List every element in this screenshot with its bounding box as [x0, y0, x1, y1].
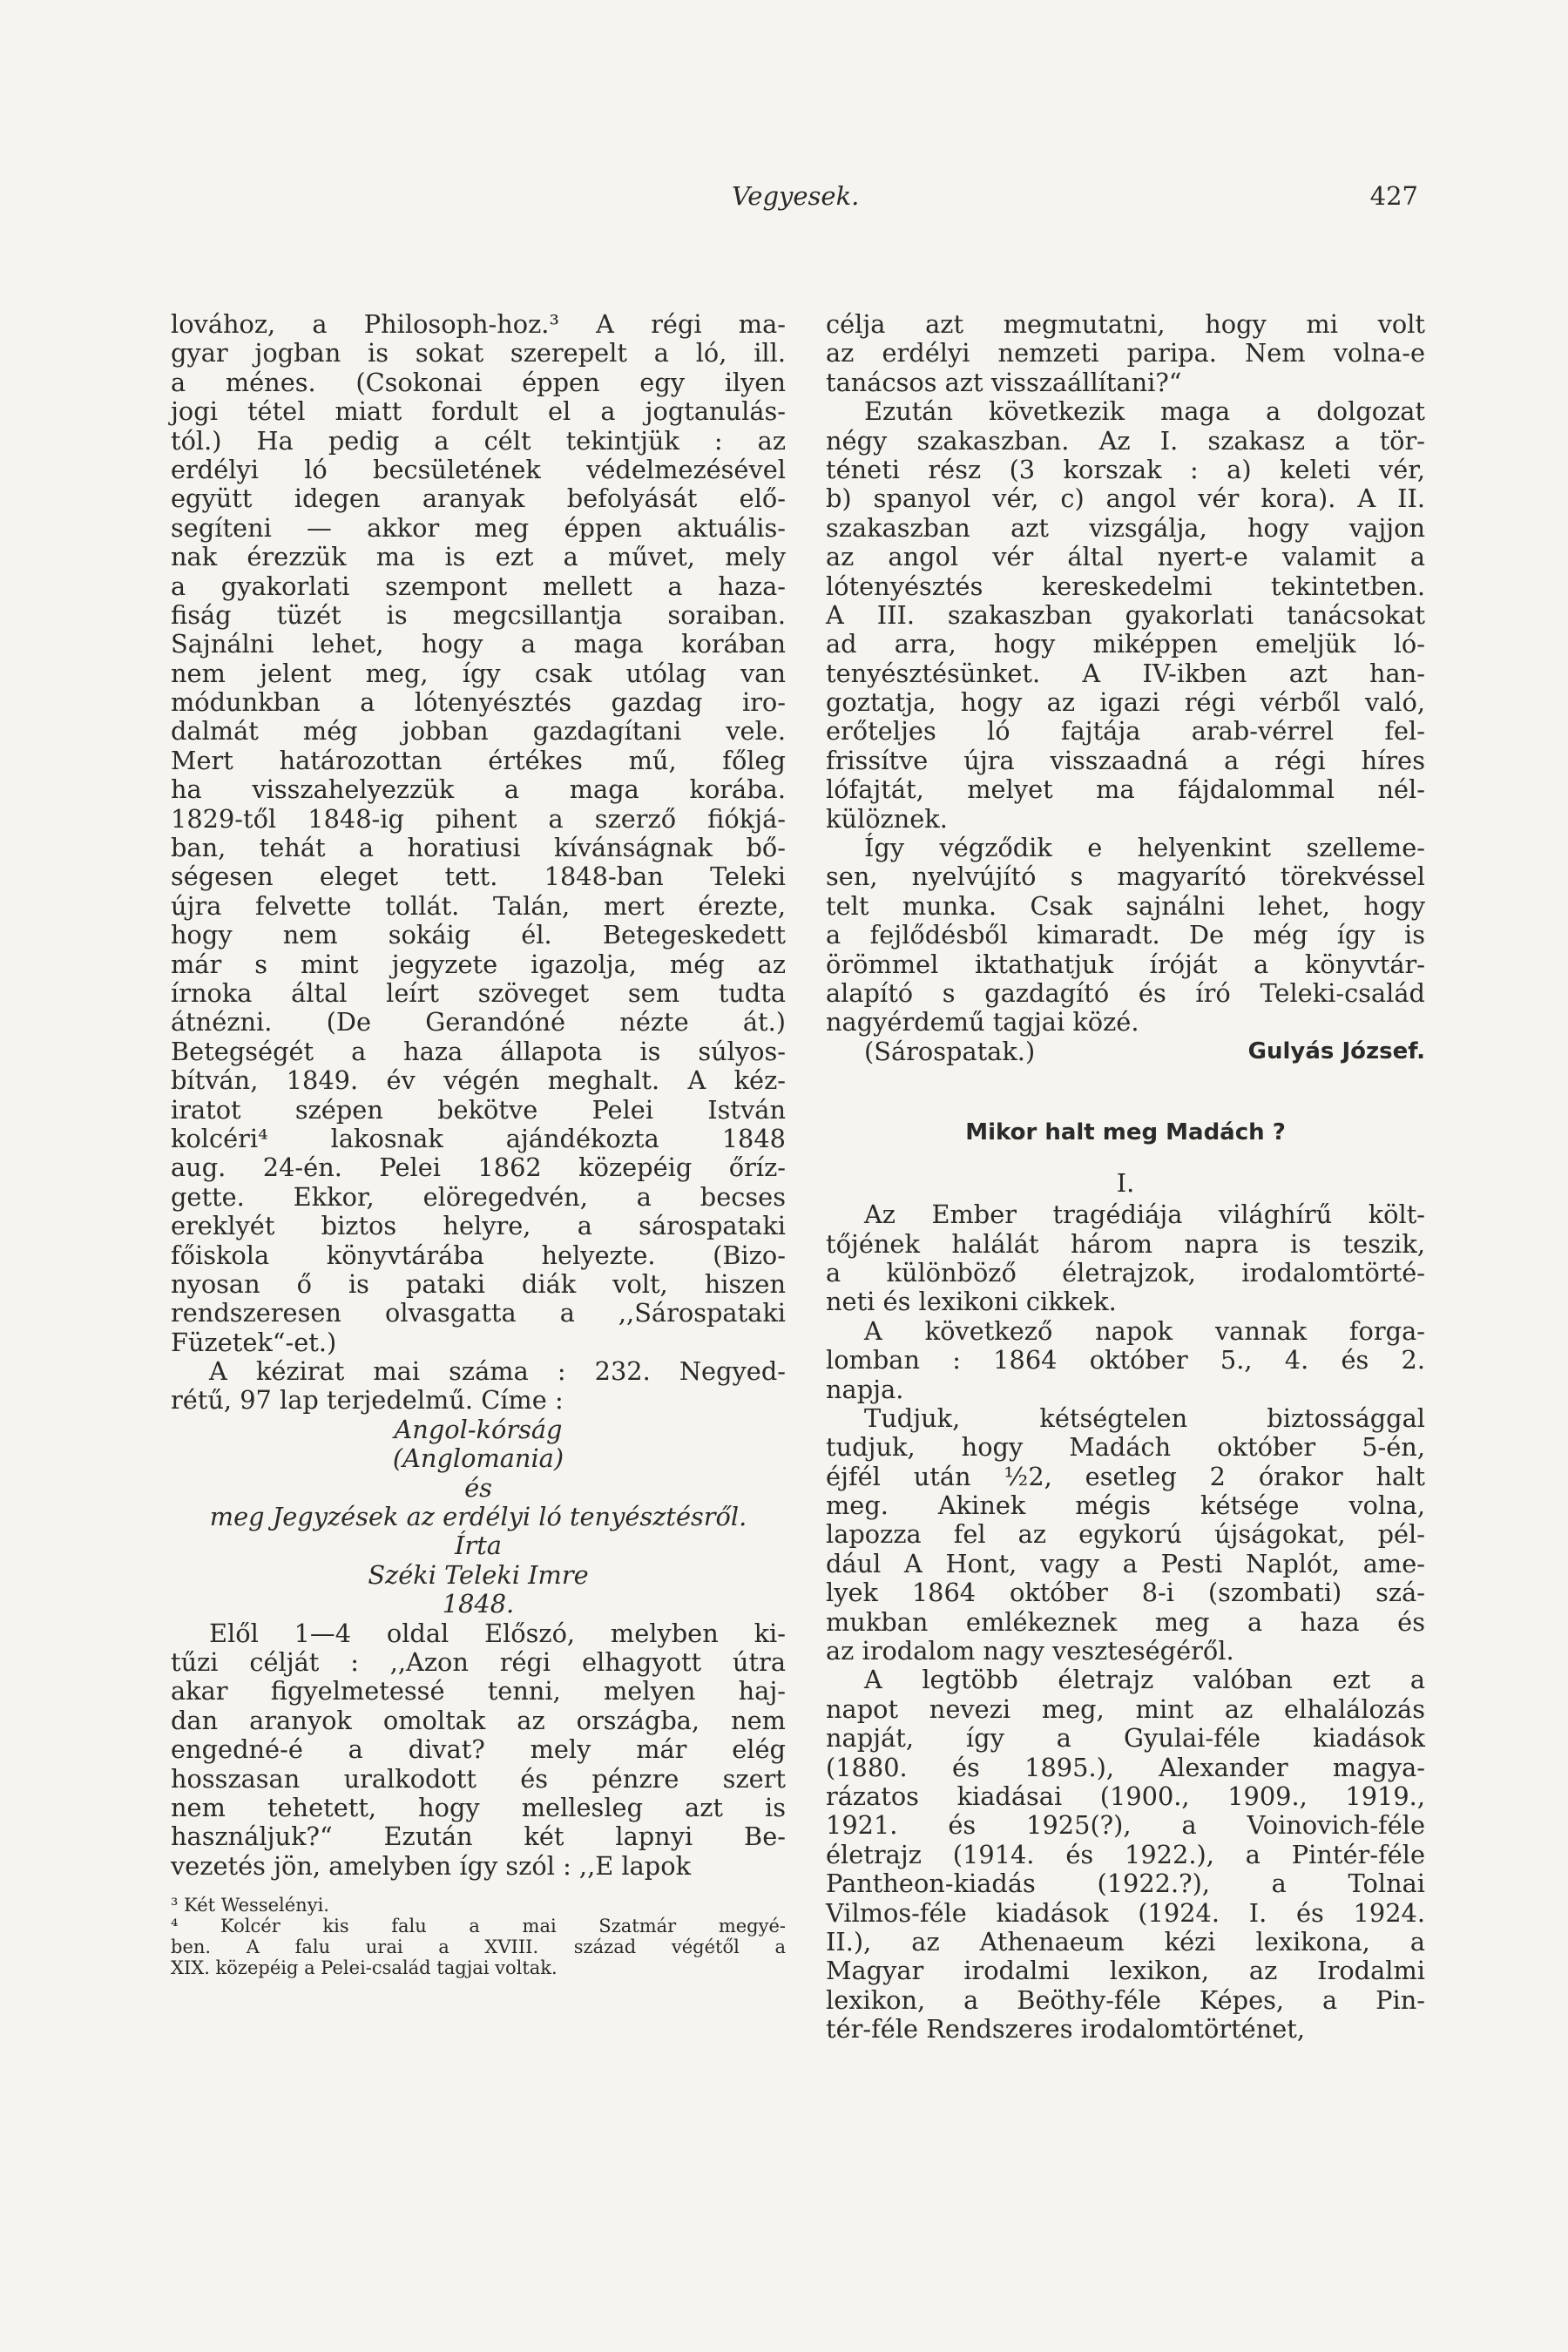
- text-line: az erdélyi nemzeti paripa. Nem volna-e: [826, 338, 1425, 368]
- text-line: meg. Akinek mégis kétsége volna,: [826, 1490, 1425, 1521]
- text-line: Pantheon-kiadás (1922.?), a Tolnai: [826, 1869, 1425, 1899]
- paragraph: [171, 310, 786, 1357]
- text-line: frissítve újra visszaadná a régi híres: [826, 745, 1425, 775]
- text-line: újra felvette tollát. Talán, mert érezte,: [171, 890, 786, 921]
- paragraph: [826, 1666, 1425, 2044]
- section-title: Mikor halt meg Madách ?: [965, 1119, 1286, 1146]
- footnote-line: ben. A falu urai a XVIII. század végétől a: [171, 1936, 786, 1958]
- text-line: dául A Hont, vagy a Pesti Naplót, ame-: [826, 1548, 1425, 1578]
- text-line: A következő napok vannak forga-: [864, 1315, 1425, 1346]
- text-line: mukban emlékeznek meg a haza és: [826, 1606, 1425, 1637]
- text-line: sen, nyelvújító s magyarító törekvéssel: [826, 862, 1425, 892]
- title-line: Széki Teleki Imre: [368, 1559, 589, 1590]
- text-line: külöznek.: [826, 803, 948, 834]
- text-line: az angol vér által nyert-e valamit a: [826, 542, 1425, 572]
- title-line: Angol-kórság: [394, 1414, 563, 1444]
- text-line: rétű, 97 lap terjedelmű. Címe :: [171, 1385, 564, 1416]
- text-line: rázatos kiadásai (1900., 1909., 1919.,: [826, 1781, 1425, 1811]
- text-line: lapozza fel az egykorú újságokat, pél-: [826, 1519, 1425, 1550]
- running-title: Vegyesek.: [732, 181, 860, 211]
- text-line: (1880. és 1895.), Alexander magya-: [826, 1752, 1425, 1782]
- text-line: bítván, 1849. év végén meghalt. A kéz-: [171, 1065, 786, 1096]
- text-line: telt munka. Csak sajnálni lehet, hogy: [826, 890, 1425, 921]
- text-line: nak érezzük ma is ezt a művet, mely: [171, 542, 786, 572]
- manuscript-title: [171, 1416, 786, 1619]
- text-line: napját, így a Gyulai-féle kiadások: [826, 1723, 1425, 1754]
- text-line: erdélyi ló becsületének védelmezésével: [171, 454, 786, 484]
- text-line: ségesen eleget tett. 1848-ban Teleki: [171, 862, 786, 892]
- text-line: négy szakaszban. Az I. szakasz a tör-: [826, 425, 1425, 456]
- title-line: és: [464, 1472, 492, 1503]
- text-line: téneti rész (3 korszak : a) keleti vér,: [826, 454, 1425, 484]
- text-line: lomban : 1864 október 5., 4. és 2.: [826, 1345, 1425, 1375]
- text-line: nem tehetett, hogy mellesleg azt is: [171, 1792, 786, 1822]
- text-line: erőteljes ló fajtája arab-vérrel fel-: [826, 716, 1425, 747]
- running-head: [157, 181, 1418, 225]
- paragraph: [826, 310, 1425, 397]
- text-line: tól.) Ha pedig a célt tekintjük : az: [171, 425, 786, 456]
- paragraph: [826, 397, 1425, 834]
- text-line: Füzetek“-et.): [171, 1327, 337, 1357]
- text-line: a ménes. (Csokonai éppen egy ilyen: [171, 367, 786, 397]
- text-line: goztatja, hogy az igazi régi vérből való,: [826, 687, 1425, 718]
- text-line: napja.: [826, 1374, 904, 1404]
- text-line: gyar jogban is sokat szerepelt a ló, ill.: [171, 338, 786, 368]
- text-line: ereklyét biztos helyre, a sárospataki: [171, 1211, 786, 1241]
- text-line: együtt idegen aranyak befolyását elő-: [171, 483, 786, 514]
- text-line: A III. szakaszban gyakorlati tanácsokat: [826, 599, 1425, 630]
- text-line: dalmát még jobban gazdagítani vele.: [171, 716, 786, 747]
- text-line: a gyakorlati szempont mellett a haza-: [171, 571, 786, 601]
- text-line: A kézirat mai száma : 232. Negyed-: [209, 1356, 786, 1387]
- text-line: rendszeresen olvasgatta a ,,Sárospataki: [171, 1298, 786, 1328]
- text-line: segíteni — akkor meg éppen aktuális-: [171, 512, 786, 543]
- title-line: Írta: [455, 1531, 502, 1561]
- title-line: 1848.: [442, 1589, 515, 1619]
- text-line: fiság tüzét is megcsillantja soraiban.: [171, 599, 786, 630]
- text-line: tenyésztésünket. A IV-ikben azt han-: [826, 658, 1425, 688]
- text-line: életrajz (1914. és 1922.), a Pintér-féle: [826, 1839, 1425, 1869]
- paragraph: [171, 1357, 786, 1416]
- text-line: nem jelent meg, így csak utólag van: [171, 658, 786, 688]
- text-line: Tudjuk, kétségtelen biztossággal: [864, 1402, 1425, 1433]
- text-line: főiskola könyvtárába helyezte. (Bizo-: [171, 1240, 786, 1270]
- text-line: ban, tehát a horatiusi kívánságnak bő-: [171, 833, 786, 863]
- text-line: vezetés jön, amelyben így szól : ,,E lapok: [171, 1850, 692, 1881]
- text-line: Elől 1—4 oldal Előszó, melyben ki-: [209, 1618, 786, 1648]
- text-line: Ezután következik maga a dolgozat: [864, 396, 1425, 427]
- text-line: engedné-é a divat? mely már elég: [171, 1734, 786, 1765]
- text-line: írnoka által leírt szöveget sem tudta: [171, 977, 786, 1008]
- text-line: tűzi célját : ,,Azon régi elhagyott útra: [171, 1646, 786, 1677]
- text-line: jogi tétel miatt fordult el a jogtanulás-: [171, 396, 786, 427]
- text-line: a különböző életrajzok, irodalomtörté-: [826, 1257, 1425, 1288]
- text-line: ad arra, hogy miképpen emeljük ló-: [826, 629, 1425, 659]
- paragraph: [826, 1200, 1425, 1317]
- signature-author: Gulyás József.: [1247, 1037, 1425, 1064]
- signature: [826, 1037, 1425, 1066]
- text-line: Sajnálni lehet, hogy a maga korában: [171, 629, 786, 659]
- text-line: II.), az Athenaeum kézi lexikona, a: [826, 1926, 1425, 1957]
- text-line: átnézni. (De Gerandóné nézte át.): [171, 1007, 786, 1037]
- text-line: használjuk?“ Ezután két lapnyi Be-: [171, 1821, 786, 1852]
- text-line: lovához, a Philosoph-hoz.³ A régi ma-: [171, 309, 786, 339]
- signature-place: (Sárospatak.): [864, 1036, 1036, 1066]
- text-line: napot nevezi meg, mint az elhalálozás: [826, 1693, 1425, 1724]
- left-column: [171, 310, 786, 1978]
- text-line: örömmel iktathatjuk íróját a könyvtár-: [826, 949, 1425, 979]
- footnote-line: ⁴ Kolcér kis falu a mai Szatmár megyé-: [171, 1916, 786, 1937]
- section-number: I.: [1116, 1168, 1135, 1199]
- title-line: meg Jegyzések az erdélyi ló tenyésztésről.: [209, 1502, 747, 1532]
- text-line: tudjuk, hogy Madách október 5-én,: [826, 1432, 1425, 1463]
- text-line: Az Ember tragédiája világhírű költ-: [864, 1200, 1425, 1230]
- footnotes: [171, 1895, 786, 1978]
- text-line: módunkban a lótenyésztés gazdag iro-: [171, 687, 786, 718]
- text-line: neti és lexikoni cikkek.: [826, 1287, 1117, 1317]
- text-line: tanácsos azt visszaállítani?“: [826, 367, 1182, 397]
- text-line: dan aranyok omoltak az országba, nem: [171, 1705, 786, 1735]
- text-line: hogy nem sokáig él. Betegeskedett: [171, 920, 786, 950]
- text-line: gette. Ekkor, elöregedvén, a becses: [171, 1181, 786, 1212]
- text-line: éjfél után ½2, esetleg 2 órakor halt: [826, 1461, 1425, 1491]
- text-line: nyosan ő is pataki diák volt, hiszen: [171, 1268, 786, 1299]
- footnote-line: ³ Két Wesselényi.: [171, 1895, 329, 1916]
- text-line: már s mint jegyzete igazolja, még az: [171, 949, 786, 979]
- text-line: Vilmos-féle kiadások (1924. I. és 1924.: [826, 1897, 1425, 1928]
- text-line: lótenyésztés kereskedelmi tekintetben.: [826, 571, 1425, 601]
- text-line: akar figyelmetessé tenni, melyen haj-: [171, 1676, 786, 1707]
- text-line: lexikon, a Beöthy-féle Képes, a Pin-: [826, 1984, 1425, 2015]
- paragraph: [826, 834, 1425, 1037]
- footnote-line: XIX. közepéig a Pelei-család tagjai voltak.: [171, 1957, 558, 1979]
- text-line: iratot szépen bekötve Pelei István: [171, 1094, 786, 1125]
- text-line: célja azt megmutatni, hogy mi volt: [826, 309, 1425, 339]
- text-line: Betegségét a haza állapota is súlyos-: [171, 1036, 786, 1066]
- page-number: 427: [1369, 181, 1418, 211]
- text-line: az irodalom nagy veszteségéről.: [826, 1636, 1234, 1666]
- text-line: kolcéri⁴ lakosnak ajándékozta 1848: [171, 1123, 786, 1153]
- text-line: Mert határozottan értékes mű, főleg: [171, 745, 786, 775]
- text-line: alapító s gazdagító és író Teleki-család: [826, 977, 1425, 1008]
- text-line: Magyar irodalmi lexikon, az Irodalmi: [826, 1956, 1425, 1986]
- text-line: lyek 1864 október 8-i (szombati) szá-: [826, 1578, 1425, 1608]
- paragraph: [826, 1404, 1425, 1666]
- text-line: b) spanyol vér, c) angol vér kora). A II.: [826, 483, 1425, 514]
- text-line: aug. 24-én. Pelei 1862 közepéig őríz-: [171, 1152, 786, 1183]
- text-line: 1829-től 1848-ig pihent a szerző fiókjá-: [171, 803, 786, 834]
- text-line: Így végződik e helyenkint szelleme-: [864, 833, 1425, 863]
- title-line: (Anglomania): [392, 1443, 564, 1474]
- text-line: tőjének halálát három napra is teszik,: [826, 1228, 1425, 1259]
- paragraph: [826, 1317, 1425, 1404]
- paragraph: [171, 1619, 786, 1882]
- text-line: lófajtát, melyet ma fájdalommal nél-: [826, 774, 1425, 805]
- text-line: tér-féle Rendszeres irodalomtörténet,: [826, 2014, 1306, 2044]
- text-line: ha visszahelyezzük a maga korába.: [171, 774, 786, 805]
- text-line: szakaszban azt vizsgálja, hogy vajjon: [826, 512, 1425, 543]
- text-line: hosszasan uralkodott és pénzre szert: [171, 1763, 786, 1794]
- text-line: A legtöbb életrajz valóban ezt a: [864, 1665, 1425, 1695]
- text-line: 1921. és 1925(?), a Voinovich-féle: [826, 1810, 1425, 1841]
- text-line: nagyérdemű tagjai közé.: [826, 1007, 1139, 1037]
- text-line: a fejlődésből kimaradt. De még így is: [826, 920, 1425, 950]
- right-column: [826, 310, 1425, 2044]
